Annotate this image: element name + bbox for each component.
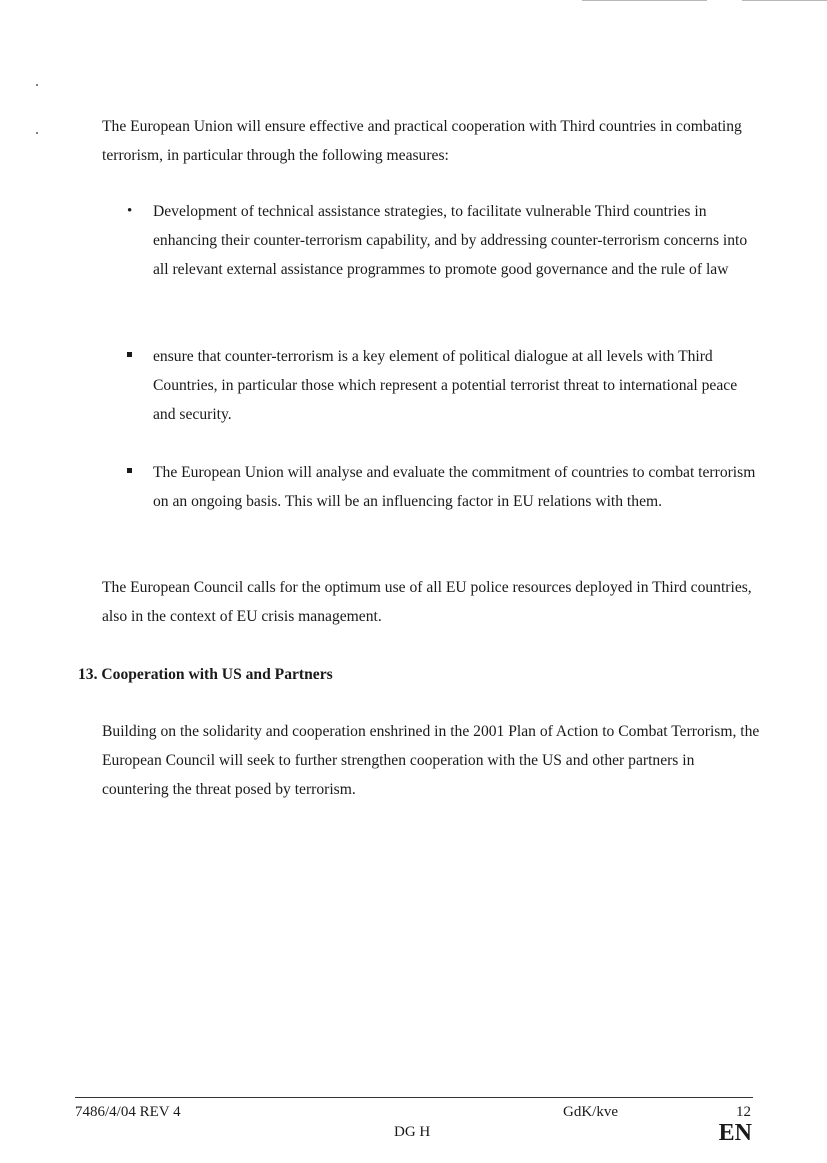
document-reference: 7486/4/04 REV 4 [75, 1104, 181, 1120]
list-item: Development of technical assistance strategies, to facilitate vulnerable Third countries in enhancing their counter-terrorism capability, and by addressing counter-terrorism concerns into all relevant external assistance programmes to promote good governance and the rule of law [153, 203, 748, 278]
scan-artifact-line [582, 0, 707, 1]
bullet-marker-square [127, 342, 132, 371]
list-item: The European Union will analyse and evaluate the commitment of countries to combat terrorism on an ongoing basis. This will be an influencing factor in EU relations with them. [153, 464, 756, 510]
bullet-marker-square [127, 458, 132, 487]
section-heading: 13. Cooperation with US and Partners [78, 666, 333, 683]
scan-artifact-line [742, 0, 827, 1]
directorate-label: DG H [394, 1124, 431, 1140]
scan-speck [36, 84, 38, 86]
bullet-marker: • [127, 203, 133, 219]
footer-divider [75, 1097, 753, 1098]
police-resources-paragraph: The European Council calls for the optimum use of all EU police resources deployed in Third countries, also in the context of EU crisis management. [102, 579, 752, 625]
list-item: ensure that counter-terrorism is a key element of political dialogue at all levels with Third Countries, in particular those which represent a potential terrorist threat to international peace and security. [153, 348, 738, 423]
intro-paragraph: The European Union will ensure effective and practical cooperation with Third countries in combating terrorism, in particular through the following measures: [102, 118, 742, 164]
scan-speck [36, 132, 38, 134]
page-number: 12 [736, 1104, 751, 1120]
author-code: GdK/kve [563, 1104, 618, 1120]
us-cooperation-paragraph: Building on the solidarity and cooperation enshrined in the 2001 Plan of Action to Combat Terrorism, the European Council will seek to further strengthen cooperation with the US and other partners in countering the threat posed by terrorism. [102, 723, 760, 798]
language-code: EN [718, 1120, 752, 1146]
